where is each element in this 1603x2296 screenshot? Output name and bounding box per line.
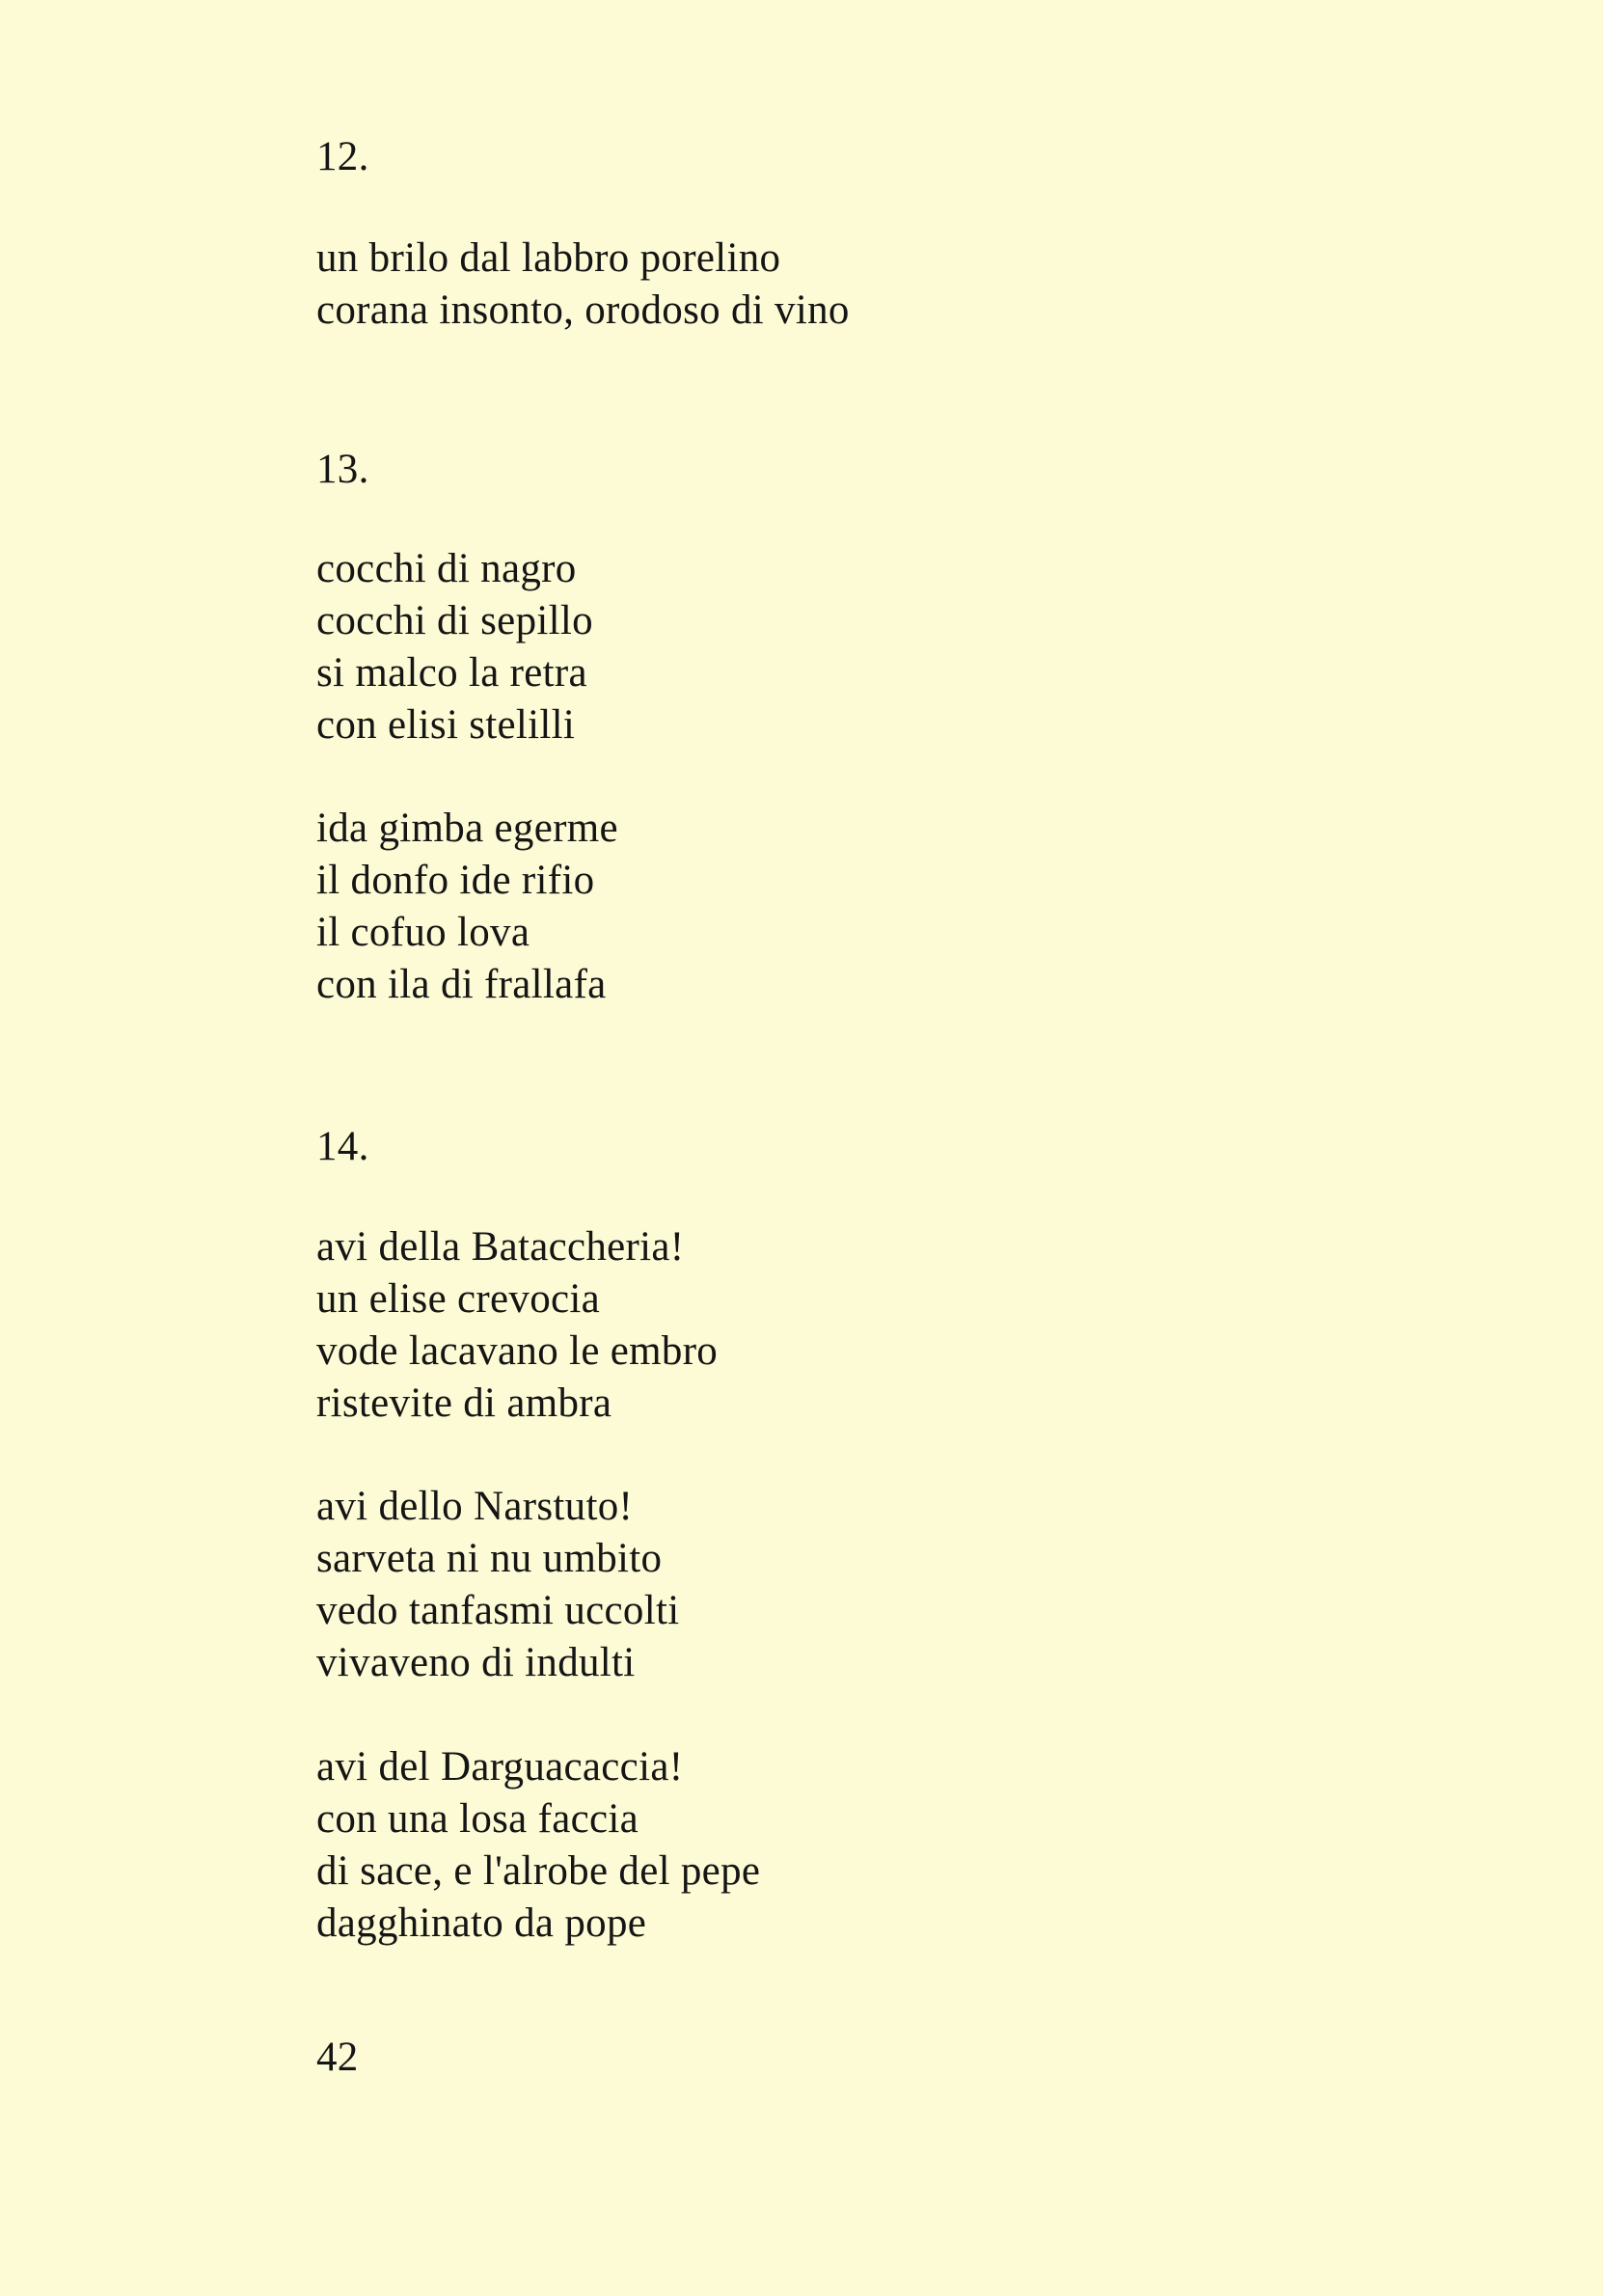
poem-line: sarveta ni nu umbito xyxy=(316,1536,663,1581)
poem-number-14: 14. xyxy=(316,1124,369,1169)
poem-line: avi dello Narstuto! xyxy=(316,1484,634,1529)
poem-line: il cofuo lova xyxy=(316,910,530,955)
poem-line: con una losa faccia xyxy=(316,1796,638,1842)
poem-line: vedo tanfasmi uccolti xyxy=(316,1588,680,1633)
poem-line: ristevite di ambra xyxy=(316,1380,612,1426)
poem-line: un brilo dal labbro porelino xyxy=(316,235,781,281)
poem-line: di sace, e l'alrobe del pepe xyxy=(316,1848,761,1894)
poem-line: corana insonto, orodoso di vino xyxy=(316,287,850,333)
poem-line: cocchi di sepillo xyxy=(316,598,593,643)
poem-line: dagghinato da pope xyxy=(316,1900,647,1946)
poem-line: cocchi di nagro xyxy=(316,546,577,591)
poem-line: vivaveno di indulti xyxy=(316,1640,636,1685)
poem-line: ida gimba egerme xyxy=(316,806,618,851)
poem-line: un elise crevocia xyxy=(316,1276,601,1322)
poem-line: avi del Darguacaccia! xyxy=(316,1744,684,1790)
poem-line: vode lacavano le embro xyxy=(316,1328,719,1374)
poem-line: avi della Bataccheria! xyxy=(316,1224,685,1270)
poem-number-12: 12. xyxy=(316,134,369,179)
page-number: 42 xyxy=(316,2035,359,2080)
poem-line: si malco la retra xyxy=(316,650,587,696)
poem-number-13: 13. xyxy=(316,447,369,492)
poem-line: con ila di frallafa xyxy=(316,962,607,1007)
poem-line: con elisi stelilli xyxy=(316,702,576,748)
poem-line: il donfo ide rifio xyxy=(316,858,595,903)
